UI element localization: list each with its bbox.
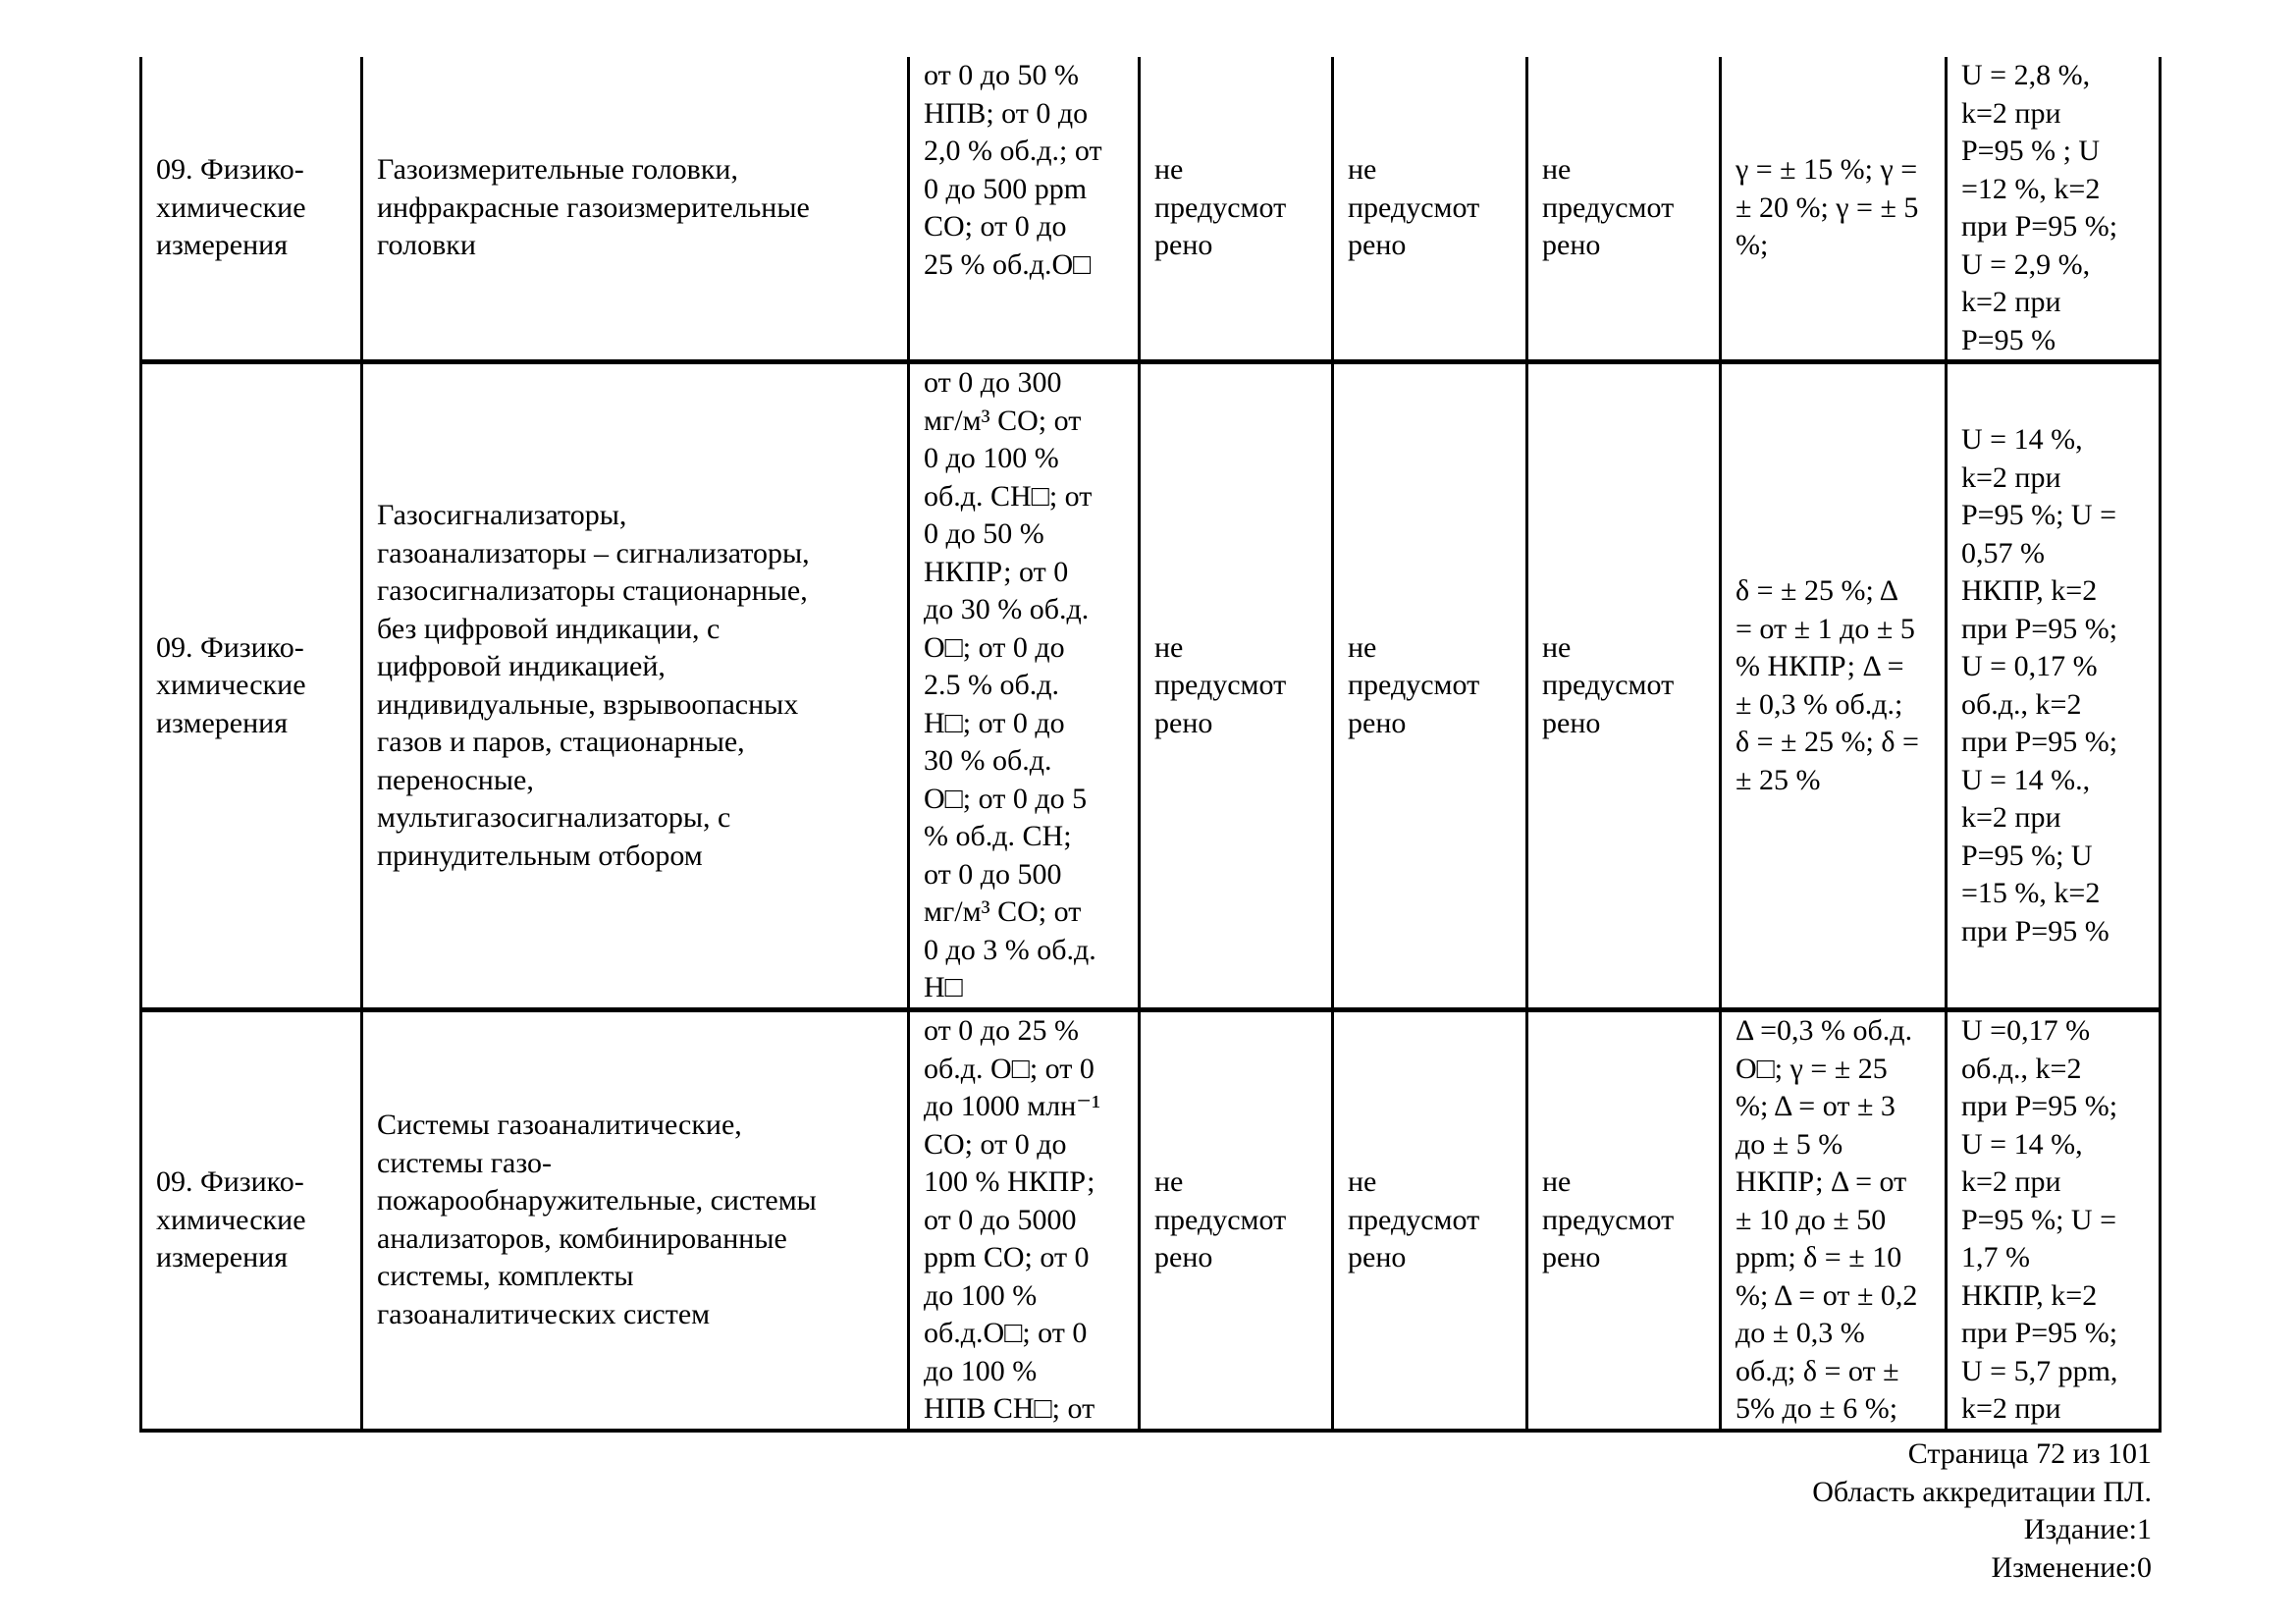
measurement-range-cell: от 0 до 50 % НПВ; от 0 до 2,0 % об.д.; от 0 до 500 ppm CO; от 0 до 25 % об.д.О□ [909,57,1140,362]
accuracy-cell: Δ =0,3 % об.д. O□; γ = ± 25 %; Δ = от ± 3 до ± 5 % НКПР; Δ = от ± 10 до ± 50 ppm; δ = ± 10 %; Δ = от ± 0,2 до ± 0,3 % об.д; δ = от ± 5% до ± 6 %; [1721,1010,1947,1431]
measurement-range-cell: от 0 до 300 мг/м³ CO; от 0 до 100 % об.д. CH□; от 0 до 50 % НКПР; от 0 до 30 % об.д. O□; от 0 до 2.5 % об.д. H□; от 0 до 30 % об.д. O□; от 0 до 5 % об.д. CH; от 0 до 500 мг/м³ CO; от 0 до 3 % об.д. H□ [909,362,1140,1010]
page-number: Страница 72 из 101 [1907,1437,2152,1470]
measurement-area-cell: 09. Физико- химические измерения [141,57,362,362]
not-provided-cell: не предусмот рено [1527,1010,1721,1431]
not-provided-cell: не предусмот рено [1140,1010,1333,1431]
not-provided-cell: не предусмот рено [1333,362,1527,1010]
not-provided-cell: не предусмот рено [1333,57,1527,362]
accuracy-cell: γ = ± 15 %; γ = ± 20 %; γ = ± 5 %; [1721,57,1947,362]
measurement-range-cell: от 0 до 25 % об.д. O□; от 0 до 1000 млн⁻¹ CO; от 0 до 100 % НКПР; от 0 до 5000 ppm CO; от 0 до 100 % об.д.O□; от 0 до 100 % НПВ CH□; от [909,1010,1140,1431]
table-row [141,362,2161,1010]
measured-object-cell: Системы газоаналитические, системы газо- пожарообнаружительные, системы анализаторов, комбинированные системы, комплекты газоаналитических систем [362,1010,909,1431]
revision-label: Изменение:0 [1991,1550,2152,1584]
uncertainty-cell: U = 2,8 %, k=2 при P=95 % ; U =12 %, k=2 при P=95 %; U = 2,9 %, k=2 при P=95 % [1947,57,2161,362]
measured-object-cell: Газоизмерительные головки, инфракрасные газоизмерительные головки [362,57,909,362]
not-provided-cell: не предусмот рено [1527,57,1721,362]
table-row [141,57,2161,362]
uncertainty-cell: U = 14 %, k=2 при P=95 %; U = 0,57 % НКПР, k=2 при P=95 %; U = 0,17 % об.д., k=2 при P=95 %; U = 14 %., k=2 при P=95 %; U =15 %, k=2 при P=95 % [1947,362,2161,1010]
not-provided-cell: не предусмот рено [1527,362,1721,1010]
measurement-area-cell: 09. Физико- химические измерения [141,362,362,1010]
page-footer [1812,1435,2152,1587]
accuracy-cell: δ = ± 25 %; Δ = от ± 1 до ± 5 % НКПР; Δ = ± 0,3 % об.д.; δ = ± 25 %; δ = ± 25 % [1721,362,1947,1010]
not-provided-cell: не предусмот рено [1333,1010,1527,1431]
document-title: Область аккредитации ПЛ. [1812,1475,2152,1508]
not-provided-cell: не предусмот рено [1140,362,1333,1010]
not-provided-cell: не предусмот рено [1140,57,1333,362]
accreditation-scope-table [139,57,2162,1433]
uncertainty-cell: U =0,17 % об.д., k=2 при P=95 %; U = 14 %, k=2 при P=95 %; U = 1,7 % НКПР, k=2 при P=95 %; U = 5,7 ppm, k=2 при [1947,1010,2161,1431]
table-row [141,1010,2161,1431]
edition-label: Издание:1 [2023,1513,2152,1545]
measurement-area-cell: 09. Физико- химические измерения [141,1010,362,1431]
measured-object-cell: Газосигнализаторы, газоанализаторы – сигнализаторы, газосигнализаторы стационарные, без цифровой индикации, с цифровой индикацией, индивидуальные, взрывоопасных газов и паров, стационарные, переносные, мультигазосигнализаторы, с принудительным отбором [362,362,909,1010]
